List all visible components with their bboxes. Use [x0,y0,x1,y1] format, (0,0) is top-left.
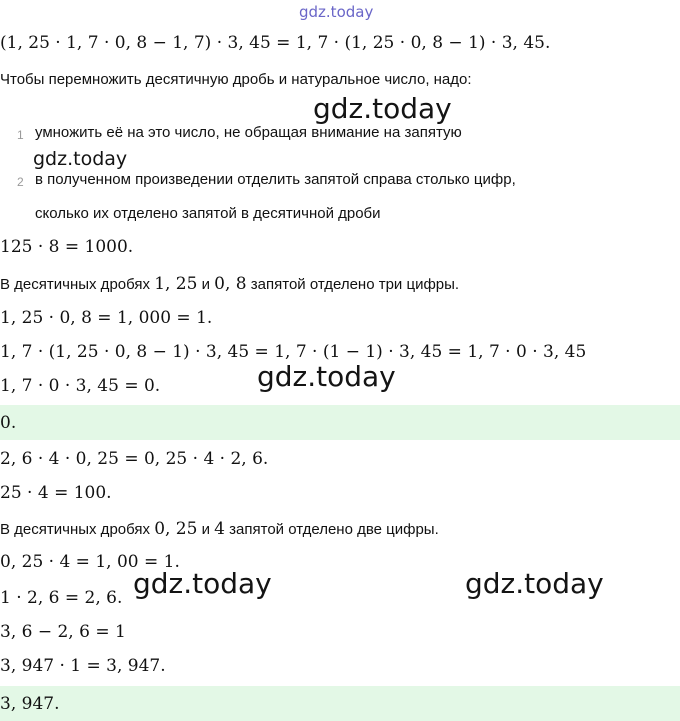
expression-line-7: 25 · 4 = 100. [0,483,112,503]
expression-line-8: 0, 25 · 4 = 1, 00 = 1. [0,552,180,572]
answer-text-2: 3, 947. [0,694,60,714]
text-line-1 [0,274,680,294]
text-line-1-part-e: запятой отделено три цифры. [246,276,460,293]
expression-line-3: 1, 25 · 0, 8 = 1, 000 = 1. [0,308,213,328]
expression-line-4: 1, 7 · (1, 25 · 0, 8 − 1) · 3, 45 = 1, 7 · (1 − 1) · 3, 45 = 1, 7 · 0 · 3, 45 [0,342,587,362]
watermark-1: gdz.today [313,92,452,125]
watermark-4: gdz.today [133,567,272,600]
step-text-1: умножить её на это число, не обращая внимание на запятую [35,124,462,141]
watermark-3: gdz.today [257,360,396,393]
text-line-2-math-a: 0, 25 [154,519,198,539]
watermark-top: gdz.today [299,3,374,21]
text-line-1-part-c: и [197,276,215,293]
answer-box-1 [0,405,680,440]
answer-text-1: 0. [0,413,17,433]
text-line-1-math-a: 1, 25 [154,274,198,294]
step-text-2a: в полученном произведении отделить запятой справа столько цифр, [35,171,516,188]
step-number-1: 1 [17,128,24,142]
rule-intro: Чтобы перемножить десятичную дробь и натуральное число, надо: [0,71,472,88]
expression-line-1: (1, 25 · 1, 7 · 0, 8 − 1, 7) · 3, 45 = 1, 7 · (1, 25 · 0, 8 − 1) · 3, 45. [0,33,551,53]
expression-line-11: 3, 947 · 1 = 3, 947. [0,656,166,676]
answer-box-2 [0,686,680,721]
expression-line-6: 2, 6 · 4 · 0, 25 = 0, 25 · 4 · 2, 6. [0,449,269,469]
expression-line-9: 1 · 2, 6 = 2, 6. [0,588,123,608]
text-line-2-part-c: и [197,521,215,538]
watermark-5: gdz.today [465,567,604,600]
step-text-2b: сколько их отделено запятой в десятичной дроби [35,205,381,222]
watermark-2: gdz.today [33,148,128,170]
text-line-2 [0,519,680,539]
expression-line-10: 3, 6 − 2, 6 = 1 [0,622,126,642]
text-line-1-math-b: 0, 8 [214,274,247,294]
expression-line-2: 125 · 8 = 1000. [0,237,134,257]
expression-line-5: 1, 7 · 0 · 3, 45 = 0. [0,376,161,396]
text-line-2-math-b: 4 [214,519,225,539]
text-line-2-part-a: В десятичных дробях [0,521,155,538]
text-line-2-part-e: запятой отделено две цифры. [225,521,439,538]
text-line-1-part-a: В десятичных дробях [0,276,155,293]
step-number-2: 2 [17,175,24,189]
